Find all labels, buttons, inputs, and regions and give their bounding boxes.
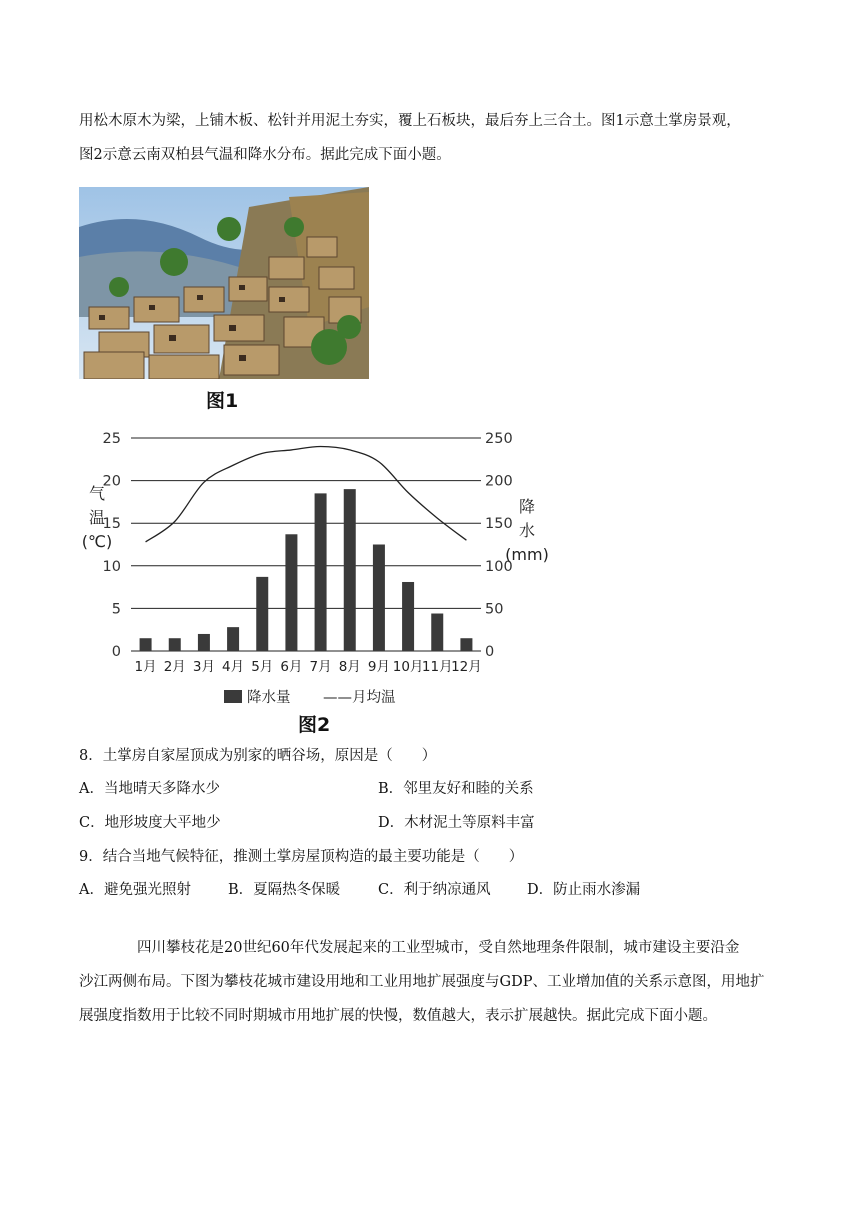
precip-bar <box>285 534 297 651</box>
x-tick-label: 7月 <box>309 659 332 675</box>
intro-line-2: 图2示意云南双柏县气温和降水分布。据此完成下面小题。 <box>79 147 451 163</box>
landscape-illustration <box>79 187 369 379</box>
right-axis-label-part: (mm) <box>505 545 549 564</box>
precip-bar <box>198 634 210 651</box>
x-tick-label: 8月 <box>338 659 361 675</box>
chart-gridlines <box>131 438 481 651</box>
left-axis-label-part: 气 <box>88 484 106 503</box>
passage2-line-2: 沙江两侧布局。下图为攀枝花城市建设用地和工业用地扩展强度与GDP、工业增加值的关系示意图，用地扩 <box>79 974 765 990</box>
x-axis-ticks <box>135 659 482 675</box>
precip-bar <box>227 627 239 651</box>
figure1-label: 图1 <box>206 390 239 412</box>
right-axis-label-part: 水 <box>518 521 536 540</box>
x-tick-label: 4月 <box>222 659 245 675</box>
x-tick-label: 12月 <box>451 659 482 675</box>
right-tick-label: 250 <box>485 431 513 447</box>
left-axis-label-part: (℃) <box>81 532 113 551</box>
precip-bar <box>169 638 181 651</box>
figure2-label: 图2 <box>298 714 331 736</box>
precip-bar <box>460 638 472 651</box>
passage2-line-1: 四川攀枝花是20世纪60年代发展起来的工业型城市，受自然地理条件限制，城市建设主要沿金 <box>137 940 740 956</box>
q8-option-d: D．木材泥土等原料丰富 <box>378 815 535 831</box>
x-tick-label: 10月 <box>392 659 424 675</box>
left-axis-label-part: 温 <box>88 508 106 527</box>
legend-bar-label: 降水量 <box>247 690 291 706</box>
right-tick-label: 0 <box>485 644 495 660</box>
x-tick-label: 2月 <box>163 659 186 675</box>
x-tick-label: 11月 <box>421 659 453 675</box>
right-axis-label-part: 降 <box>518 497 536 516</box>
left-tick-label: 15 <box>102 516 121 533</box>
intro-line-1: 用松木原木为梁，上铺木板、松针并用泥土夯实，覆上石板块，最后夯上三合土。图1示意土掌房景观， <box>79 113 741 129</box>
x-tick-label: 6月 <box>280 659 303 675</box>
right-tick-label: 100 <box>485 558 513 575</box>
right-tick-label: 200 <box>485 473 513 490</box>
precipitation-bars <box>140 489 473 651</box>
question-9-stem: 9．结合当地气候特征，推测土掌房屋顶构造的最主要功能是（ ） <box>79 849 524 865</box>
legend-bar-swatch <box>224 690 242 703</box>
left-tick-label: 0 <box>111 644 121 660</box>
passage2-line-3: 展强度指数用于比较不同时期城市用地扩展的快慢，数值越大，表示扩展越快。据此完成下面小题。 <box>79 1008 717 1024</box>
question-8-stem: 8．土掌房自家屋顶成为别家的晒谷场，原因是（ ） <box>79 748 437 764</box>
legend-line-label: ——月均温 <box>323 690 396 706</box>
precip-bar <box>402 582 414 651</box>
x-tick-label: 3月 <box>192 659 215 675</box>
precip-bar <box>373 545 385 652</box>
x-tick-label: 5月 <box>251 659 274 675</box>
precip-bar <box>431 614 443 651</box>
q9-option-a: A．避免强光照射 <box>79 882 191 898</box>
q9-option-c: C．利于纳凉通风 <box>378 882 491 898</box>
chart-legend <box>224 689 396 706</box>
precip-bar <box>315 493 327 651</box>
left-tick-label: 20 <box>102 473 121 490</box>
x-tick-label: 9月 <box>367 659 390 675</box>
temperature-line <box>146 447 467 542</box>
precip-bar <box>344 489 356 651</box>
x-tick-label: 1月 <box>134 659 157 675</box>
q8-option-c: C．地形坡度大平地少 <box>79 815 221 831</box>
left-tick-label: 10 <box>102 558 121 575</box>
left-tick-label: 25 <box>102 431 121 447</box>
right-tick-label: 150 <box>485 516 513 533</box>
left-tick-label: 5 <box>111 601 121 618</box>
tuzhangfang-photo <box>79 187 369 379</box>
climate-chart <box>79 424 559 724</box>
q8-option-b: B．邻里友好和睦的关系 <box>378 781 534 797</box>
precip-bar <box>140 638 152 651</box>
q9-option-d: D．防止雨水渗漏 <box>527 882 641 898</box>
q9-option-b: B．夏隔热冬保暖 <box>228 882 341 898</box>
q8-option-a: A．当地晴天多降水少 <box>79 781 220 797</box>
right-tick-label: 50 <box>485 601 504 618</box>
precip-bar <box>256 577 268 651</box>
